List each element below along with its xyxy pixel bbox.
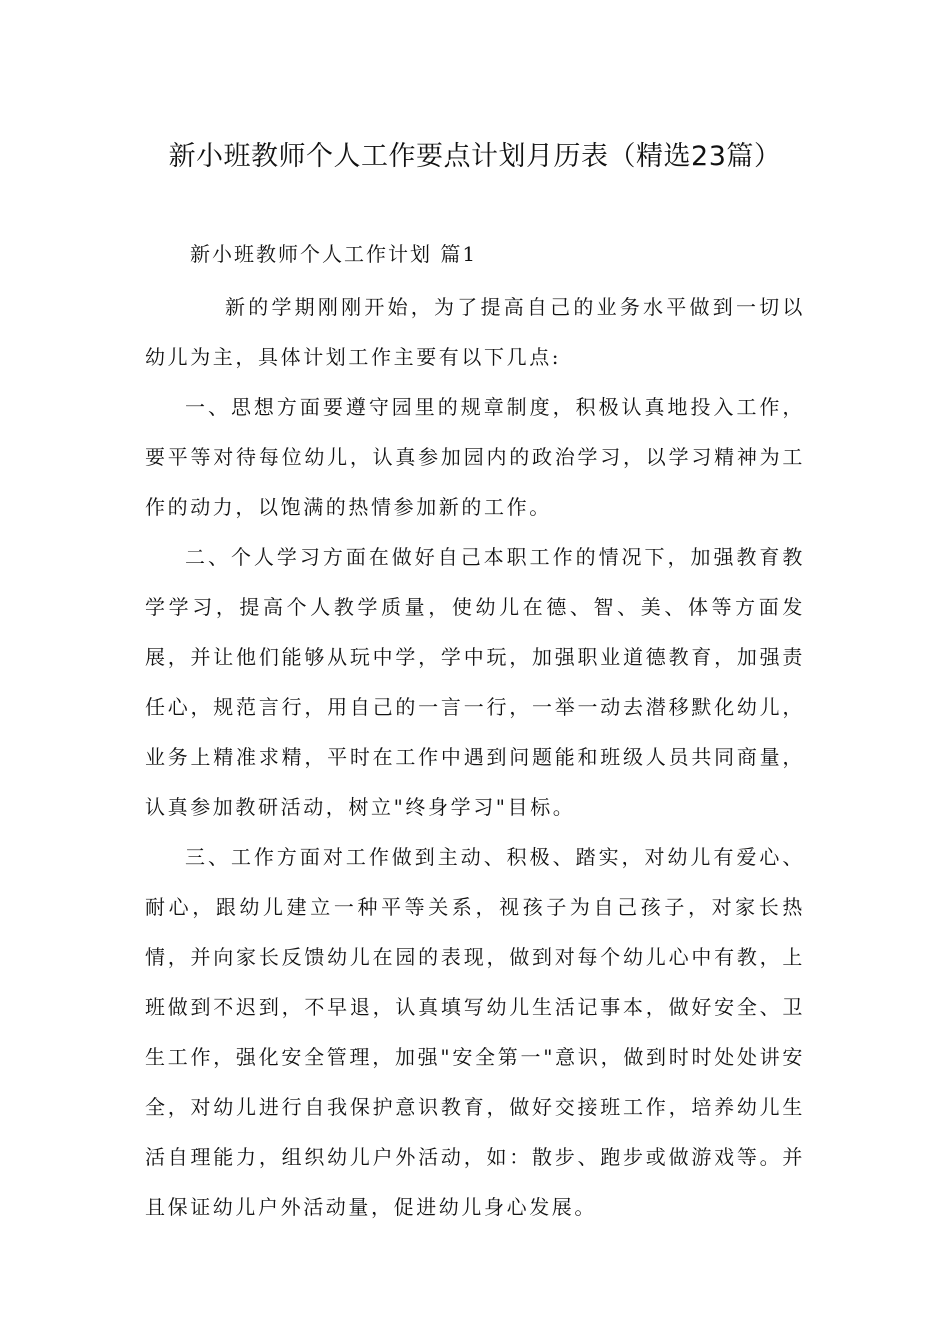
- paragraph-work: 三、工作方面对工作做到主动、积极、踏实，对幼儿有爱心、耐心，跟幼儿建立一种平等关系，视孩子为自己孩子，对家长热情，并向家长反馈幼儿在园的表现，做到对每个幼儿心中有教，上班做到不迟到，不早退，认真填写幼儿生活记事本，做好安全、卫生工作，强化安全管理，加强"安全第一"意识，做到时时处处讲安全，对幼儿进行自我保护意识教育，做好交接班工作，培养幼儿生活自理能力，组织幼儿户外活动，如：散步、跑步或做游戏等。并且保证幼儿户外活动量，促进幼儿身心发展。: [145, 845, 805, 1219]
- section-heading: 新小班教师个人工作计划 篇1: [190, 242, 478, 266]
- paragraph-intro: 新的学期刚刚开始，为了提高自己的业务水平做到一切以幼儿为主，具体计划工作主要有以下几点:: [145, 295, 805, 369]
- document-title: 新小班教师个人工作要点计划月历表（精选23篇）: [168, 141, 782, 172]
- paragraph-thought: 一、思想方面要遵守园里的规章制度，积极认真地投入工作，要平等对待每位幼儿，认真参加园内的政治学习，以学习精神为工作的动力，以饱满的热情参加新的工作。: [145, 395, 805, 519]
- paragraph-study: 二、个人学习方面在做好自己本职工作的情况下，加强教育教学学习，提高个人教学质量，使幼儿在德、智、美、体等方面发展，并让他们能够从玩中学，学中玩，加强职业道德教育，加强责任心，规范言行，用自己的一言一行，一举一动去潜移默化幼儿，业务上精准求精，平时在工作中遇到问题能和班级人员共同商量，认真参加教研活动，树立"终身学习"目标。: [145, 545, 805, 819]
- document-body: [145, 282, 805, 1232]
